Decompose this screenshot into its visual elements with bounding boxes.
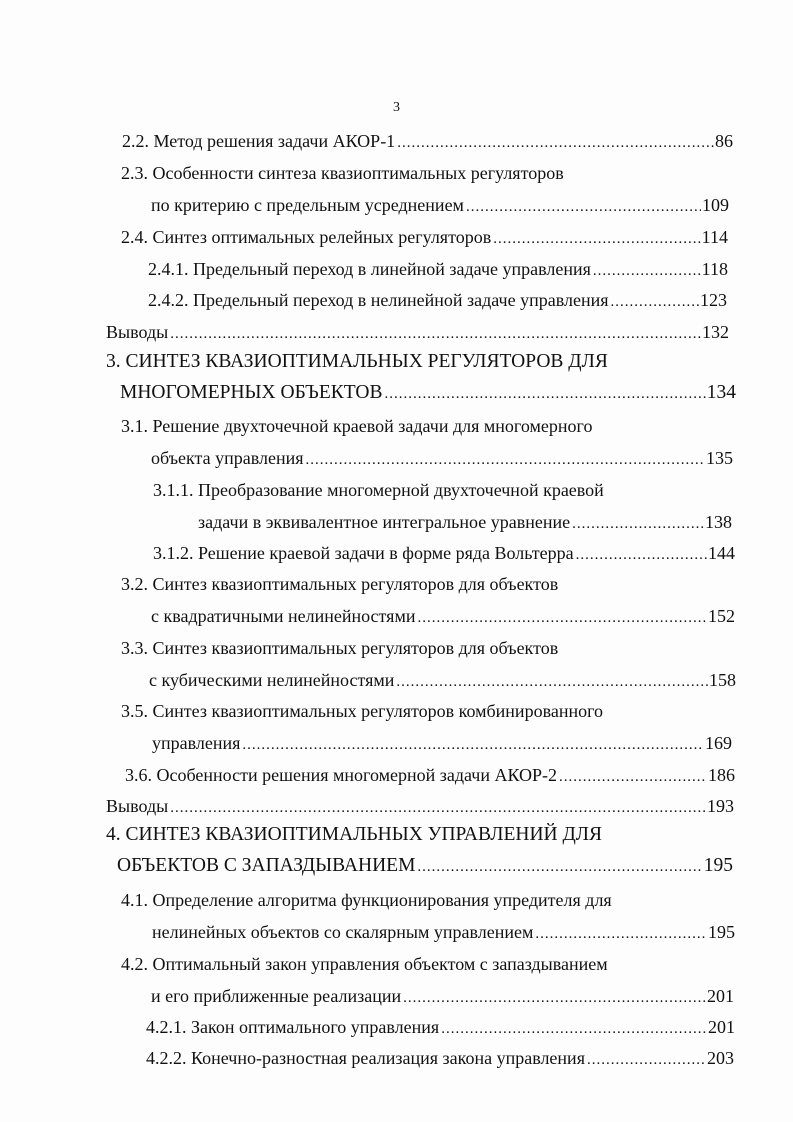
toc-leader-dots	[170, 322, 701, 344]
toc-entry-text: 3.1.1. Преобразование многомерной двухточечной краевой	[153, 480, 604, 500]
toc-entry-3-3	[121, 636, 741, 660]
toc-entry-4-1-cont	[152, 920, 735, 944]
toc-entry-3-5	[121, 699, 761, 723]
toc-leader-dots	[576, 543, 707, 565]
toc-entry-text: с кубическими нелинейностями	[149, 670, 395, 690]
toc-entry-text: 2.4. Синтез оптимальных релейных регуляторов	[121, 227, 492, 247]
toc-entry-text: Выводы	[106, 322, 169, 342]
toc-leader-dots	[587, 1048, 706, 1070]
toc-entry-page: 144	[708, 543, 735, 563]
toc-chapter-title: 3. СИНТЕЗ КВАЗИОПТИМАЛЬНЫХ РЕГУЛЯТОРОВ ДЛЯ	[106, 351, 608, 372]
toc-entry-page: 169	[705, 733, 732, 753]
toc-leader-dots	[242, 733, 704, 755]
toc-entry-3-5-cont	[152, 731, 732, 755]
toc-entry-3-1-1-cont	[198, 510, 732, 534]
toc-leader-dots	[403, 986, 706, 1008]
toc-entry-page: 135	[706, 448, 733, 468]
toc-entry-text: 4.2. Оптимальный закон управления объектом с запаздыванием	[121, 954, 608, 974]
toc-entry-page: 158	[709, 670, 736, 690]
toc-entry-page: 201	[707, 986, 734, 1006]
toc-entry-4-2	[121, 952, 761, 976]
toc-entry-page: 152	[708, 606, 735, 626]
toc-leader-dots	[559, 765, 707, 787]
toc-leader-dots	[384, 382, 705, 405]
toc-entry-4-1	[121, 888, 761, 912]
toc-entry-text: 4.1. Определение алгоритма функционирования упредителя для	[121, 890, 612, 910]
toc-chapter-title: 4. СИНТЕЗ КВАЗИОПТИМАЛЬНЫХ УПРАВЛЕНИЙ ДЛЯ	[106, 824, 603, 845]
toc-entry-page: 138	[705, 512, 732, 532]
toc-entry-2-4-1	[148, 257, 728, 281]
toc-entry-page: 134	[706, 382, 736, 403]
toc-entry-3-2	[121, 572, 741, 596]
toc-leader-dots	[306, 448, 706, 470]
toc-entry-page: 201	[708, 1017, 735, 1037]
toc-entry-conclusions-2	[106, 320, 729, 344]
toc-entry-conclusions-3	[106, 794, 734, 818]
page-number: 3	[393, 100, 400, 115]
toc-entry-page: 132	[702, 322, 729, 342]
toc-leader-dots	[535, 922, 707, 944]
toc-entry-text: 4.2.2. Конечно-разностная реализация закона управления	[146, 1048, 585, 1068]
toc-entry-text: 2.3. Особенности синтеза квазиоптимальных регуляторов	[121, 163, 564, 183]
toc-entry-3-1	[121, 414, 741, 438]
toc-entry-page: 195	[708, 922, 735, 942]
toc-entry-text: 3.2. Синтез квазиоптимальных регуляторов для объектов	[121, 574, 559, 594]
toc-entry-3-3-cont	[149, 668, 736, 692]
toc-entry-2-4-2	[148, 288, 727, 312]
toc-chapter-3	[106, 350, 746, 374]
toc-entry-text: 3.1. Решение двухточечной краевой задачи для многомерного	[121, 416, 593, 436]
toc-entry-text: 4.2.1. Закон оптимального управления	[146, 1017, 440, 1037]
toc-entry-text: и его приближенные реализации	[151, 986, 402, 1006]
toc-leader-dots	[466, 195, 701, 217]
toc-entry-2-3	[121, 161, 741, 185]
toc-entry-text: 2.4.2. Предельный переход в нелинейной задаче управления	[148, 290, 609, 310]
toc-entry-2-2	[122, 129, 733, 153]
toc-leader-dots	[417, 606, 707, 628]
toc-entry-3-1-2	[153, 541, 735, 565]
toc-entry-text: 2.2. Метод решения задачи АКОР-1	[122, 131, 396, 151]
toc-entry-text: Выводы	[106, 796, 169, 816]
toc-entry-text: 3.1.2. Решение краевой задачи в форме ряда Вольтерра	[153, 543, 574, 563]
toc-entry-text: управления	[152, 733, 241, 753]
toc-entry-page: 118	[701, 259, 728, 279]
toc-entry-3-1-1	[153, 478, 753, 502]
toc-entry-page: 109	[702, 195, 729, 215]
toc-chapter-title: МНОГОМЕРНЫХ ОБЪЕКТОВ	[120, 382, 383, 403]
toc-entry-3-2-cont	[151, 604, 735, 628]
toc-leader-dots	[611, 290, 699, 312]
toc-leader-dots	[593, 259, 701, 281]
toc-entry-page: 193	[707, 796, 734, 816]
toc-entry-2-3-cont	[151, 193, 729, 217]
toc-entry-text: 2.4.1. Предельный переход в линейной задаче управления	[148, 259, 591, 279]
toc-entry-text: 3.6. Особенности решения многомерной задачи АКОР-2	[125, 765, 558, 785]
toc-entry-text: 3.5. Синтез квазиоптимальных регуляторов комбинированного	[121, 701, 604, 721]
toc-entry-page: 186	[708, 765, 735, 785]
toc-chapter-4	[106, 823, 746, 847]
toc-entry-page: 86	[715, 131, 733, 151]
toc-leader-dots	[170, 796, 706, 818]
toc-entry-page: 123	[700, 290, 727, 310]
toc-chapter-4-cont	[117, 854, 733, 878]
toc-entry-4-2-cont	[151, 984, 734, 1008]
toc-entry-3-6	[125, 763, 735, 787]
toc-entry-page: 114	[701, 227, 728, 247]
toc-entry-page: 195	[703, 855, 733, 876]
toc-entry-page: 203	[707, 1048, 734, 1068]
toc-entry-text: нелинейных объектов со скалярным управлением	[152, 922, 534, 942]
toc-entry-4-2-1	[146, 1015, 735, 1039]
toc-entry-4-2-2	[146, 1046, 734, 1070]
toc-chapter-title: ОБЪЕКТОВ С ЗАПАЗДЫВАНИЕМ	[117, 855, 416, 876]
toc-leader-dots	[417, 855, 702, 878]
toc-leader-dots	[493, 227, 700, 249]
toc-leader-dots	[397, 131, 714, 153]
toc-entry-2-4	[121, 225, 728, 249]
toc-leader-dots	[396, 670, 708, 692]
toc-entry-text: объекта управления	[151, 448, 304, 468]
toc-entry-text: с квадратичными нелинейностями	[151, 606, 416, 626]
toc-entry-3-1-cont	[151, 446, 733, 470]
toc-chapter-3-cont	[120, 381, 736, 405]
toc-leader-dots	[572, 512, 704, 534]
toc-entry-text: задачи в эквивалентное интегральное уравнение	[198, 512, 571, 532]
toc-entry-text: по критерию с предельным усреднением	[151, 195, 464, 215]
toc-entry-text: 3.3. Синтез квазиоптимальных регуляторов для объектов	[121, 638, 559, 658]
toc-leader-dots	[441, 1017, 707, 1039]
